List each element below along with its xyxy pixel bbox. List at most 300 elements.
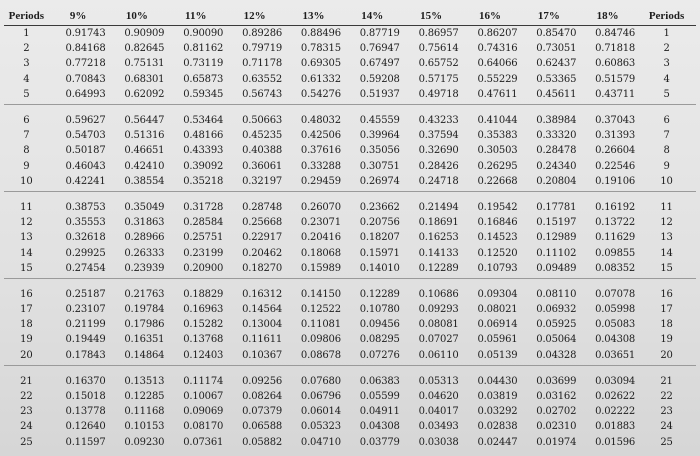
value-cell: 0.28478 — [536, 145, 577, 157]
periods-header-right: Periods — [637, 6, 696, 26]
value-cell: 0.48032 — [284, 104, 343, 128]
value-cell: 0.26070 — [284, 191, 343, 215]
value-cell: 0.11168 — [124, 406, 165, 418]
table-row — [4, 104, 696, 128]
value-cell: 0.42410 — [124, 160, 165, 172]
period-cell: 3 — [23, 58, 30, 70]
value-cell: 0.48166 — [183, 130, 224, 142]
value-cell: 0.88496 — [300, 28, 341, 40]
value-cell: 0.20804 — [536, 175, 577, 187]
value-cell: 0.12403 — [183, 349, 224, 361]
period-cell: 13 — [20, 232, 33, 244]
value-cell: 0.51316 — [124, 130, 165, 142]
period-cell: 23 — [20, 406, 33, 418]
value-cell: 0.18207 — [359, 232, 400, 244]
value-cell: 0.18270 — [242, 262, 283, 274]
value-cell: 0.54276 — [300, 88, 341, 100]
value-cell: 0.39964 — [359, 130, 400, 142]
value-cell: 0.18691 — [418, 217, 459, 229]
value-cell: 0.22668 — [477, 175, 518, 187]
value-cell: 0.16351 — [124, 334, 165, 346]
value-cell: 0.09256 — [225, 365, 284, 389]
table-row — [4, 26, 696, 42]
value-cell: 0.28426 — [418, 160, 459, 172]
value-cell: 0.81162 — [183, 43, 224, 55]
period-cell: 10 — [20, 175, 33, 187]
period-cell: 5 — [23, 88, 30, 100]
value-cell: 0.84168 — [65, 43, 106, 55]
value-cell: 0.19449 — [65, 334, 106, 346]
value-cell: 0.08295 — [359, 334, 400, 346]
value-cell: 0.11102 — [536, 247, 577, 259]
value-cell: 0.07379 — [242, 406, 283, 418]
value-cell: 0.01974 — [536, 436, 577, 448]
value-cell: 0.90090 — [183, 28, 224, 40]
value-cell: 0.16192 — [578, 191, 637, 215]
value-cell: 0.30751 — [359, 160, 400, 172]
value-cell: 0.13004 — [242, 319, 283, 331]
period-cell: 2 — [23, 43, 30, 55]
value-cell: 0.85470 — [536, 28, 577, 40]
period-cell: 7 — [23, 130, 30, 142]
value-cell: 0.91743 — [65, 28, 106, 40]
value-cell: 0.38554 — [124, 175, 165, 187]
value-cell: 0.14864 — [124, 349, 165, 361]
value-cell: 0.01883 — [595, 421, 636, 433]
period-cell-right: 20 — [660, 349, 673, 361]
value-cell: 0.08352 — [595, 262, 636, 274]
period-cell: 14 — [20, 247, 33, 259]
period-cell: 17 — [20, 304, 33, 316]
value-cell: 0.12640 — [65, 421, 106, 433]
value-cell: 0.65873 — [183, 73, 224, 85]
period-cell-right: 17 — [660, 304, 673, 316]
value-cell: 0.15282 — [183, 319, 224, 331]
table-row — [4, 174, 696, 192]
table-row — [4, 348, 696, 366]
value-cell: 0.59208 — [359, 73, 400, 85]
table-body — [4, 26, 696, 452]
value-cell: 0.75131 — [124, 58, 165, 70]
period-cell-right: 14 — [660, 247, 673, 259]
value-cell: 0.24718 — [418, 175, 459, 187]
value-cell: 0.26295 — [477, 160, 518, 172]
value-cell: 0.12522 — [300, 304, 341, 316]
value-cell: 0.23199 — [183, 247, 224, 259]
value-cell: 0.09230 — [124, 436, 165, 448]
value-cell: 0.03292 — [477, 406, 518, 418]
value-cell: 0.03819 — [477, 391, 518, 403]
period-cell-right: 15 — [660, 262, 673, 274]
period-cell: 9 — [23, 160, 30, 172]
value-cell: 0.73051 — [536, 43, 577, 55]
value-cell: 0.64066 — [477, 58, 518, 70]
table-row — [4, 302, 696, 317]
value-cell: 0.40388 — [242, 145, 283, 157]
period-cell: 8 — [23, 145, 30, 157]
table-row — [4, 56, 696, 71]
value-cell: 0.05139 — [477, 349, 518, 361]
value-cell: 0.37594 — [418, 130, 459, 142]
value-cell: 0.08678 — [300, 349, 341, 361]
value-cell: 0.09304 — [461, 278, 520, 302]
value-cell: 0.09456 — [359, 319, 400, 331]
value-cell: 0.20416 — [300, 232, 341, 244]
value-cell: 0.18829 — [166, 278, 225, 302]
value-cell: 0.19784 — [124, 304, 165, 316]
period-cell-right: 21 — [637, 365, 696, 389]
value-cell: 0.32197 — [242, 175, 283, 187]
value-cell: 0.21199 — [65, 319, 106, 331]
value-cell: 0.29459 — [300, 175, 341, 187]
value-cell: 0.38753 — [49, 191, 108, 215]
value-cell: 0.05313 — [402, 365, 461, 389]
value-cell: 0.03094 — [578, 365, 637, 389]
period-cell: 4 — [23, 73, 30, 85]
value-cell: 0.67497 — [359, 58, 400, 70]
rate-header: 18% — [578, 6, 637, 26]
table-row — [4, 72, 696, 87]
value-cell: 0.05323 — [300, 421, 341, 433]
value-cell: 0.43233 — [402, 104, 461, 128]
value-cell: 0.09293 — [418, 304, 459, 316]
value-cell: 0.56743 — [242, 88, 283, 100]
value-cell: 0.03493 — [418, 421, 459, 433]
value-cell: 0.09489 — [536, 262, 577, 274]
value-cell: 0.05064 — [536, 334, 577, 346]
value-cell: 0.02702 — [536, 406, 577, 418]
value-cell: 0.04328 — [536, 349, 577, 361]
value-cell: 0.10153 — [124, 421, 165, 433]
value-cell: 0.25751 — [183, 232, 224, 244]
value-cell: 0.13513 — [107, 365, 166, 389]
value-cell: 0.02310 — [536, 421, 577, 433]
value-cell: 0.23071 — [300, 217, 341, 229]
table-row — [4, 41, 696, 56]
value-cell: 0.73119 — [183, 58, 224, 70]
value-cell: 0.61332 — [300, 73, 341, 85]
value-cell: 0.78315 — [300, 43, 341, 55]
period-cell-right: 10 — [660, 175, 673, 187]
value-cell: 0.60863 — [595, 58, 636, 70]
value-cell: 0.55229 — [477, 73, 518, 85]
value-cell: 0.05882 — [242, 436, 283, 448]
value-cell: 0.45235 — [242, 130, 283, 142]
value-cell: 0.15018 — [65, 391, 106, 403]
value-cell: 0.71178 — [242, 58, 283, 70]
value-cell: 0.76947 — [359, 43, 400, 55]
value-cell: 0.04430 — [461, 365, 520, 389]
value-cell: 0.05599 — [359, 391, 400, 403]
value-cell: 0.31728 — [166, 191, 225, 215]
period-cell-right: 18 — [660, 319, 673, 331]
value-cell: 0.03699 — [519, 365, 578, 389]
value-cell: 0.32618 — [65, 232, 106, 244]
table-row — [4, 143, 696, 158]
value-cell: 0.16312 — [225, 278, 284, 302]
value-cell: 0.31393 — [595, 130, 636, 142]
value-cell: 0.43393 — [183, 145, 224, 157]
value-cell: 0.13778 — [65, 406, 106, 418]
value-cell: 0.50187 — [65, 145, 106, 157]
value-cell: 0.25668 — [242, 217, 283, 229]
value-cell: 0.14150 — [284, 278, 343, 302]
value-cell: 0.17781 — [519, 191, 578, 215]
value-cell: 0.04620 — [418, 391, 459, 403]
value-cell: 0.25187 — [49, 278, 108, 302]
table-row — [4, 278, 696, 302]
value-cell: 0.03779 — [359, 436, 400, 448]
value-cell: 0.20756 — [359, 217, 400, 229]
rate-header: 11% — [166, 6, 225, 26]
value-cell: 0.90909 — [124, 28, 165, 40]
value-cell: 0.82645 — [124, 43, 165, 55]
value-cell: 0.70843 — [65, 73, 106, 85]
period-cell-right: 22 — [660, 391, 673, 403]
value-cell: 0.28584 — [183, 217, 224, 229]
value-cell: 0.05925 — [536, 319, 577, 331]
period-cell: 19 — [20, 334, 33, 346]
value-cell: 0.20462 — [242, 247, 283, 259]
value-cell: 0.26333 — [124, 247, 165, 259]
period-cell-right: 6 — [637, 104, 696, 128]
value-cell: 0.33288 — [300, 160, 341, 172]
value-cell: 0.16370 — [49, 365, 108, 389]
value-cell: 0.59345 — [183, 88, 224, 100]
value-cell: 0.29925 — [65, 247, 106, 259]
value-cell: 0.03651 — [595, 349, 636, 361]
table-row — [4, 261, 696, 279]
period-cell: 6 — [4, 104, 49, 128]
value-cell: 0.18068 — [300, 247, 341, 259]
table-row — [4, 404, 696, 419]
value-cell: 0.53464 — [166, 104, 225, 128]
value-cell: 0.87719 — [359, 28, 400, 40]
table-row — [4, 332, 696, 347]
value-cell: 0.09069 — [183, 406, 224, 418]
value-cell: 0.14523 — [477, 232, 518, 244]
value-cell: 0.02447 — [477, 436, 518, 448]
period-cell: 12 — [20, 217, 33, 229]
value-cell: 0.13722 — [595, 217, 636, 229]
value-cell: 0.23662 — [343, 191, 402, 215]
value-cell: 0.11629 — [595, 232, 636, 244]
value-cell: 0.06914 — [477, 319, 518, 331]
value-cell: 0.04308 — [359, 421, 400, 433]
value-cell: 0.35218 — [183, 175, 224, 187]
rate-header: 14% — [343, 6, 402, 26]
value-cell: 0.32690 — [418, 145, 459, 157]
table-row — [4, 159, 696, 174]
value-cell: 0.65752 — [418, 58, 459, 70]
rate-header: 13% — [284, 6, 343, 26]
period-cell: 16 — [4, 278, 49, 302]
value-cell: 0.14564 — [242, 304, 283, 316]
period-cell: 21 — [4, 365, 49, 389]
value-cell: 0.62437 — [536, 58, 577, 70]
table-row — [4, 191, 696, 215]
value-cell: 0.24340 — [536, 160, 577, 172]
value-cell: 0.07027 — [418, 334, 459, 346]
period-cell-right: 3 — [663, 58, 670, 70]
value-cell: 0.12520 — [477, 247, 518, 259]
value-cell: 0.19106 — [595, 175, 636, 187]
period-cell-right: 9 — [663, 160, 670, 172]
rate-header: 15% — [402, 6, 461, 26]
value-cell: 0.04710 — [300, 436, 341, 448]
value-cell: 0.77218 — [65, 58, 106, 70]
table-row — [4, 87, 696, 105]
period-cell-right: 8 — [663, 145, 670, 157]
value-cell: 0.39092 — [183, 160, 224, 172]
present-value-table — [4, 6, 696, 452]
value-cell: 0.07680 — [284, 365, 343, 389]
value-cell: 0.07276 — [359, 349, 400, 361]
rate-header: 16% — [461, 6, 520, 26]
value-cell: 0.46043 — [65, 160, 106, 172]
value-cell: 0.10367 — [242, 349, 283, 361]
value-cell: 0.35553 — [65, 217, 106, 229]
value-cell: 0.64993 — [65, 88, 106, 100]
value-cell: 0.54703 — [65, 130, 106, 142]
table-row — [4, 245, 696, 260]
value-cell: 0.89286 — [242, 28, 283, 40]
period-cell-right: 4 — [663, 73, 670, 85]
table-row — [4, 435, 696, 452]
value-cell: 0.02838 — [477, 421, 518, 433]
value-cell: 0.26604 — [595, 145, 636, 157]
table-row — [4, 365, 696, 389]
value-cell: 0.14133 — [418, 247, 459, 259]
value-cell: 0.51937 — [359, 88, 400, 100]
value-cell: 0.06383 — [343, 365, 402, 389]
value-cell: 0.41044 — [461, 104, 520, 128]
value-cell: 0.08021 — [477, 304, 518, 316]
value-cell: 0.74316 — [477, 43, 518, 55]
value-cell: 0.12289 — [343, 278, 402, 302]
value-cell: 0.03038 — [418, 436, 459, 448]
value-cell: 0.06110 — [418, 349, 459, 361]
value-cell: 0.42506 — [300, 130, 341, 142]
value-cell: 0.19542 — [461, 191, 520, 215]
rate-header: 17% — [519, 6, 578, 26]
period-cell: 1 — [23, 28, 30, 40]
value-cell: 0.08170 — [183, 421, 224, 433]
value-cell: 0.07361 — [183, 436, 224, 448]
value-cell: 0.71818 — [595, 43, 636, 55]
period-cell-right: 25 — [660, 436, 673, 448]
period-cell: 25 — [20, 436, 33, 448]
value-cell: 0.35056 — [359, 145, 400, 157]
value-cell: 0.09855 — [595, 247, 636, 259]
rate-header: 10% — [107, 6, 166, 26]
value-cell: 0.21763 — [107, 278, 166, 302]
value-cell: 0.04911 — [359, 406, 400, 418]
value-cell: 0.06588 — [242, 421, 283, 433]
value-cell: 0.23939 — [124, 262, 165, 274]
value-cell: 0.05998 — [595, 304, 636, 316]
period-cell: 11 — [4, 191, 49, 215]
value-cell: 0.11597 — [65, 436, 106, 448]
value-cell: 0.59627 — [49, 104, 108, 128]
value-cell: 0.06014 — [300, 406, 341, 418]
value-cell: 0.13768 — [183, 334, 224, 346]
value-cell: 0.36061 — [242, 160, 283, 172]
value-cell: 0.01596 — [595, 436, 636, 448]
value-cell: 0.28966 — [124, 232, 165, 244]
value-cell: 0.11611 — [242, 334, 283, 346]
value-cell: 0.28748 — [225, 191, 284, 215]
value-cell: 0.10793 — [477, 262, 518, 274]
period-cell-right: 7 — [663, 130, 670, 142]
value-cell: 0.16963 — [183, 304, 224, 316]
value-cell: 0.10686 — [402, 278, 461, 302]
value-cell: 0.49718 — [418, 88, 459, 100]
period-cell-right: 23 — [660, 406, 673, 418]
value-cell: 0.27454 — [65, 262, 106, 274]
value-cell: 0.51579 — [595, 73, 636, 85]
value-cell: 0.15989 — [300, 262, 341, 274]
periods-header-left: Periods — [4, 6, 49, 26]
value-cell: 0.86957 — [418, 28, 459, 40]
value-cell: 0.45611 — [536, 88, 577, 100]
rate-header: 12% — [225, 6, 284, 26]
rate-header: 9% — [49, 6, 108, 26]
value-cell: 0.05961 — [477, 334, 518, 346]
value-cell: 0.03162 — [536, 391, 577, 403]
period-cell: 22 — [20, 391, 33, 403]
value-cell: 0.08264 — [242, 391, 283, 403]
table-row — [4, 230, 696, 245]
value-cell: 0.21494 — [402, 191, 461, 215]
value-cell: 0.11174 — [166, 365, 225, 389]
value-cell: 0.79719 — [242, 43, 283, 55]
value-cell: 0.09806 — [300, 334, 341, 346]
value-cell: 0.12285 — [124, 391, 165, 403]
value-cell: 0.04017 — [418, 406, 459, 418]
value-cell: 0.15197 — [536, 217, 577, 229]
value-cell: 0.37616 — [300, 145, 341, 157]
value-cell: 0.42241 — [65, 175, 106, 187]
value-cell: 0.50663 — [225, 104, 284, 128]
period-cell-right: 19 — [660, 334, 673, 346]
value-cell: 0.10067 — [183, 391, 224, 403]
value-cell: 0.86207 — [477, 28, 518, 40]
period-cell: 15 — [20, 262, 33, 274]
period-cell: 18 — [20, 319, 33, 331]
value-cell: 0.43711 — [595, 88, 636, 100]
value-cell: 0.16846 — [477, 217, 518, 229]
period-cell: 24 — [20, 421, 33, 433]
value-cell: 0.16253 — [418, 232, 459, 244]
table-row — [4, 128, 696, 143]
value-cell: 0.26974 — [359, 175, 400, 187]
value-cell: 0.02222 — [595, 406, 636, 418]
value-cell: 0.10780 — [359, 304, 400, 316]
table-row — [4, 419, 696, 434]
value-cell: 0.20900 — [183, 262, 224, 274]
value-cell: 0.30503 — [477, 145, 518, 157]
period-cell-right: 11 — [637, 191, 696, 215]
value-cell: 0.69305 — [300, 58, 341, 70]
value-cell: 0.84746 — [595, 28, 636, 40]
value-cell: 0.62092 — [124, 88, 165, 100]
value-cell: 0.23107 — [65, 304, 106, 316]
header-row — [4, 6, 696, 26]
value-cell: 0.33320 — [536, 130, 577, 142]
value-cell: 0.07078 — [578, 278, 637, 302]
value-cell: 0.35383 — [477, 130, 518, 142]
